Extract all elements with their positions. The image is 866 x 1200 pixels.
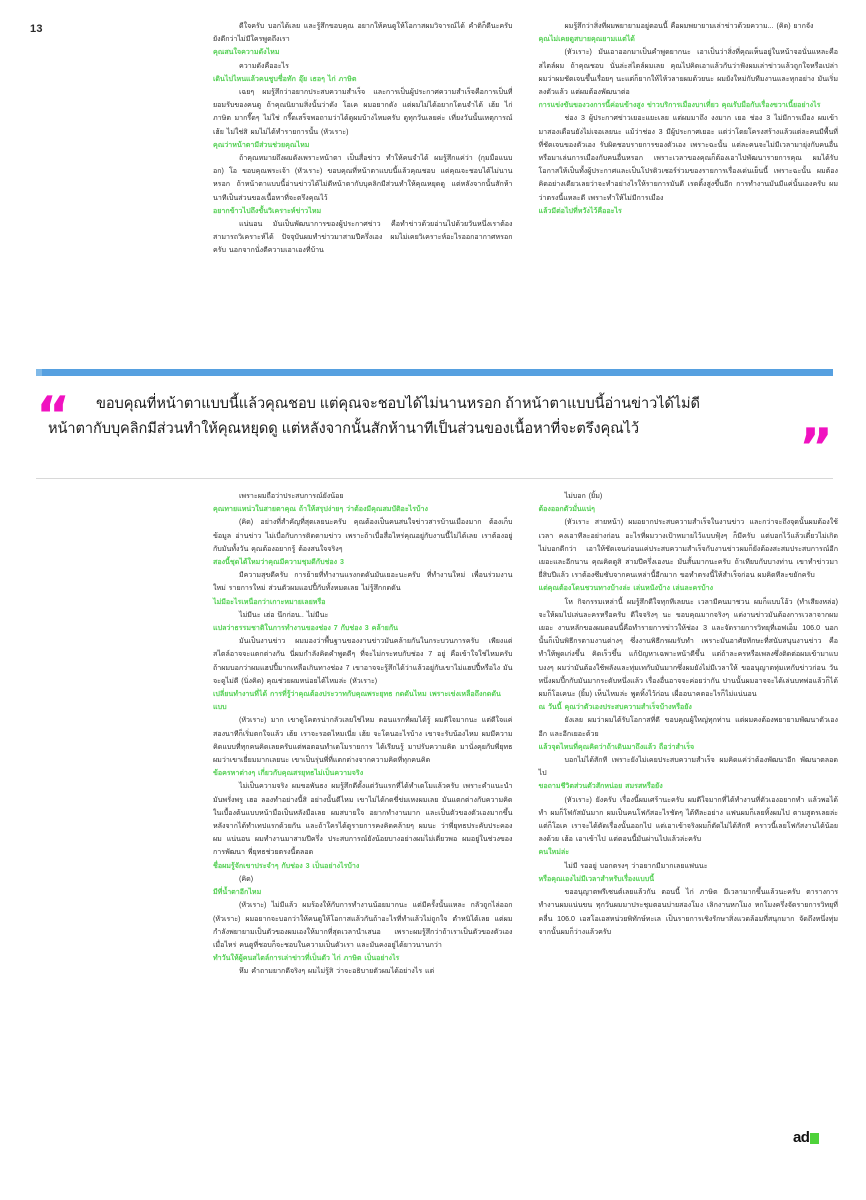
interview-question: อยากข้าวไปถึงขั้นวิเคราะห์ข่าวไหม [213, 206, 322, 215]
top-left-column [213, 20, 513, 258]
interview-answer: (หัวเราะ สายหน้า) ผมอยากประสบความสำเร็จในงานข่าว และกว่าจะถึงจุดนั้นผมต้องใช้เวลา คงเอาทีละอย่างก่อน อะไรที่ผมวางเป้าหมายไว้แบบฟุ้งๆ ก็มีครับ แต่บอกไว้แล้วเดี๋ยวไม่เกิด ไม่บอกดีกว่า เอาให้ชัดเจนก่อนแค่ประสบความสำเร็จกับงานข่าวผมก็ยังต้องสะสมประสบการณ์อีกเยอะและอีกนาน คุณคิดดูสิ สามปีครึ่งเองนะ มันสั้นมากนะครับ ถ้าเทียบกับบางท่าน เขาทำข่าวมายี่สิบปีแล้ว เราต้องซึมซับจากคนเหล่านี้อีกมาก ขอทำตรงนี้ให้สำเร็จก่อน ผมคิดทีละขยักครับ [538, 518, 838, 580]
interview-answer: ความดังคืออะไร [239, 61, 289, 70]
interview-question: ข้อครหาต่างๆ เกี่ยวกับคุณสรยุทธไม่เป็นความจริง [213, 769, 364, 778]
interview-answer: โห กิจกรรมเหล่านี้ ผมรู้สึกดีใจทุกทีเลยนะ เวลามีคนมาชวน ผมก็แบบโอ้ว (ทำเสียงหล่อ) จะให้ผมไปเล่นละครหรือครับ ดีใจจริงๆ นะ ขอบคุณมากจริงๆ แต่งานข่าวมันต้องการเวลาจากผมเยอะ งานหลักของผมตอนนี้คือทำรายการข่าวให้ช่อง 3 และจัดรายการวิทยุที่เอฟเอ็ม 106.0 นอกนั้นก็เป็นพิธีกรตามงานต่างๆ ซึ่งงานพิธีกรผมรับทำ เพราะมันอาศัยทักษะที่สนับสนุนงานข่าว คือทำให้พูดเก่งขึ้น คิดเร็วขึ้น แก้ปัญหาเฉพาะหน้าดีขึ้น แต่ถ้าละครหรือเพลงซึ่งติดต่อผมเข้ามาแบบงงๆ ผมว่ามันต้องใช้พลังและทุ่มเทกับมันมากซึ่งผมยังไม่มีเวลาให้ ขออนุญาตทุ่มเทกับข่าวก่อน วันหนึ่งผมปึ้กกับมันมากระดับหนึ่งแล้ว เรื่องอื่นอาจจะค่อยว่ากัน ปานนั้นผมอาจจะได้เล่นบทพ่อแล้วก็ได้ ผมก็โอเคนะ (ยิ้ม) เห็นไหมล่ะ พูดทิ้งไว้ก่อน เผื่ออนาคตอะไรก็ไม่แน่นอน [538, 597, 838, 699]
interview-question: เปลี่ยนทำงานที่ได้ การที่รู้ว่าคุณต้องประวาทกับคุณพระยุทธ กดดันไหม เพราะเข่งเหลือถึงกดดันแบบ [213, 690, 501, 712]
interview-answer: ไม่มีนะ เฮ่อ นึกก่อน.. ไม่มีนะ [239, 610, 329, 619]
interview-question: แปลว่าธรรมชาติในการทำงานของช่อง 7 กับช่อง 3 คล้ายกัน [213, 624, 398, 633]
interview-question: ณ วันนี้ คุณว่าตัวเองประสบความสำเร็จบ้างหรือยัง [538, 703, 692, 712]
interview-answer: ผมรู้สึกว่าสิ่งที่ผมพยายามอยู่ตอนนี้ คือผมพยายามเล่าข่าวด้วยความ... (คิด) ยากจัง [564, 22, 814, 30]
interview-answer: (คิด) [239, 874, 254, 883]
interview-question: ไม่มีอะไรเหนือกว่าเกาะหมายเลยหรือ [213, 597, 326, 606]
interview-question: ขอถามชีวิตส่วนตัวสักหน่อย สมรสหรือยัง [538, 782, 663, 791]
pull-quote-line-1: ขอบคุณที่หน้าตาแบบนี้แล้วคุณชอบ แต่คุณจะชอบได้ไม่นานหรอก ถ้าหน้าตาแบบนี้อ่านข่าวได้ไม่ดี [96, 396, 700, 412]
quote-close-icon: ” [798, 418, 833, 478]
article-top-block [213, 20, 838, 258]
interview-answer: ไม่บอก (ยิ้ม) [564, 492, 603, 500]
interview-answer: บอกไม่ได้สักที เพราะยังไม่เคยประสบความสำเร็จ ผมคิดแค่ว่าต้องพัฒนาอีก พัฒนาตลอดไป [538, 756, 838, 778]
interview-answer: ช่อง 3 ผู้ประกาศข่าวเยอะแยะเลย แต่ผมมาถึง งงมาก เยอ ช่อง 3 ไม่มีการเมือง ผมเข้ามาสองเดือนยังไม่เจอเลยนะ แม้ว่าช่อง 3 มีผู้ประกาศเยอะ แต่ว่าโดยโครงสร้างแล้วแต่ละคนมีพื้นที่ที่ชัดเจนของตัวเอง รับผิดชอบรายการของตัวเอง เพราะฉะนั้น แต่ละคนจะไม่มีเวลามายุ่งกับคนอื่นหรือมาเล่นการเมืองกับคนอื่นหรอก เพราะเวลาของคุณก็ต้องเอาไปพัฒนารายการคุณ ผมได้รับโอกาสให้เป็นทั้งผู้ประกาศและเป็นโปรดิวเซอร์ร่วมของรายการเรื่องเด่นเย็นนี้ เพราะฉะนั้น ผมต้องคิดอย่างเดียวเลยว่าจะทำอย่างไรให้รายการมันดี เรตติ้งสูงขึ้นอีก การทำงานมันมีแค่นั้นเองครับ ผมว่าตรงนี้แหละดี เพราะทำให้ไม่มีการเมือง [538, 114, 838, 202]
page-number: 13 [30, 23, 43, 35]
interview-answer: ยังเลย ผมว่าผมได้รับโอกาสที่ดี ขอบคุณผู้ใหญ่ทุกท่าน แต่ผมคงต้องพยายามพัฒนาตัวเองอีก และอีกเยอะด้วย [538, 716, 838, 738]
quote-open-icon: “ [36, 386, 71, 446]
interview-answer: หึม คำถามยากดีจริงๆ ผมไม่รู้สิ ว่าจะอธิบายตัวผมได้อย่างไร แต่ [239, 967, 435, 976]
blue-divider-bar [36, 369, 833, 376]
interview-question: แต่คุณต้องโดนชวนทางบ้างล่ะ เล่นหนังบ้าง เล่นละครบ้าง [538, 584, 714, 593]
interview-question: การแข่งขันของวงการนี้ค่อนข้างสูง ข่าวบริการเมืองบาเที่ยว คุณรับมือกับเรื่องขวาเนี้ยอย่างไร [538, 101, 821, 110]
quote-underline-rule [36, 478, 833, 479]
ad-logo-square-icon [810, 1133, 819, 1144]
interview-answer: ไม่เป็นความจริง ผมขอพันธง ผมรู้สึกดีตั้งแต่วันแรกที่ได้ทำเดโมแล้วครับ เพราะคำแนะนำมันพรั่งพรู เฮอ ลองทำอย่างนี้สิ อย่างนั้นดีไหม เขาไม่ได้กดขี่ข่มเหงผมเลย มันแตกต่างกับความคิดในเบื้องต้นแบบหน้ามือเป็นหลังมือเลย ผมสบายใจ อยากทำงานมาก และเป็นตัวของตัวเองมากขึ้นหลังจากได้ทำเทปแรกด้วยกัน และถ้าใครได้ดูรายการคงคิดคล้ายๆ ผมนะ ว่าพี่ยุทธประคับประคองผม แน่นอน ผมทำงานมาสามปีครึ่ง ประสบการณ์ยังน้อยบางอย่างผมไม่เดี่ยวพอ ผมอยู่ในช่วงของการพัฒนา พี่ยุทธช่วยตรงนี้ตลอด [213, 782, 513, 857]
interview-answer: เฉยๆ ผมรู้สึกว่าอยากประสบความสำเร็จ และการเป็นผู้ประกาศความสำเร็จคือการเป็นที่ยอมรับของคนดู ถ้าคุณนิยามสิ่งนั้นว่าดัง โอเค ผมอยากดัง แต่ผมไม่ได้อยากโดนจำได้ เฮ้ย ไก่ ภาษิต มากรี๊ดๆ ไม่ใช่ กรี๊ดเสร็จพอถามว่าได้ดูผมบ้างไหมครับ ดูทุกวันเลยค่ะ เที่ยงวันนั้นเหตุการณ์ เฮ้ย ไม่ใช่สิ ผมไม่ได้ทำรายการนั้น (หัวเราะ) [213, 88, 513, 136]
interview-question: คุณทายแหน่วในสายตาคุณ ถ้าให้สรุปง่ายๆ ว่าต้องมีคุณสมบัติอะไรบ้าง [213, 505, 428, 514]
interview-answer: มันเป็นงานข่าว ผมมองว่าพื้นฐานของงานข่าวมันคล้ายกันในกระบวนการครับ เพียงแต่สไตล์อาจจะแตกต่างกัน นี่ผมกำลังคิดคำพูดดีๆ ที่จะไม่กระทบกับช่อง 7 อยู่ คือเข้าใจใช่ไหมครับ ถ้าผมบอกว่าผมแฮปปี้มากเหลือเกินทางช่อง 7 เขาอาจจะรู้สึกได้ว่าแล้วอยู่กับเขาไม่แฮปปี้หรือไง มันจะดูไม่ดี (นิ่งคิด) คุณช่วยผมหน่อยได้ไหมล่ะ (หัวเราะ) [213, 637, 513, 685]
interview-question: คุณว่าหน้าตามีส่วนช่วยคุณไหม [213, 140, 310, 149]
interview-answer: มีความสุขดีครับ การย้ายที่ทำงานแรงกดดันมันเยอะนะครับ ที่ทำงานใหม่ เพื่อนร่วมงานใหม่ รายการใหม่ ส่วนตัวผมแอปปี้กับทั้งหมดเลย ไม่รู้สึกกดดัน [213, 571, 513, 593]
interview-answer: ไม่มี รออยู่ บอกตรงๆ ว่าอยากมีมากเลยแฟนนะ [564, 861, 708, 870]
ad-logo [793, 1131, 819, 1145]
interview-answer: (หัวเราะ) ยังครับ เรื่องนี้ผมเศร้านะครับ ผมดีใจมากที่ได้ทำงานที่ตัวเองอยากทำ แล้วพอได้ทำ ผมก็โฟกัสมันมาก ผมเป็นคนโฟกัสอะไรชัดๆ ได้ทีละอย่าง แฟนผมก็เลยทิ้งผมไป ตามสูตรเลยล่ะ แต่ก็โอเค เราจะได้ตัดเรื่องนั้นออกไป แต่เอาเข้าจริงผมก็ตัดไม่ได้สักที คราวนี้เลยโฟกัสงานได้น้อยลงด้วย เฮ้อ เอาเข้าไป แต่ตอนนี้มันผ่านไปแล้วล่ะครับ [538, 795, 838, 844]
interview-question: ชื่อผมรู้จักเขาประจำๆ กับช่อง 3 เป็นอย่างไรบ้าง [213, 861, 360, 870]
bottom-left-column [213, 490, 513, 979]
bottom-right-column [539, 490, 839, 979]
interview-question: แล้วจุดไหนที่คุณคิดว่าถ้าเดินมาถึงแล้ว ถือว่าสำเร็จ [538, 742, 695, 751]
interview-question: คุณไม่เคยดูสบายคุณยามเแต่ได้ [538, 35, 635, 44]
interview-answer: ดีใจครับ บอกได้เลย และรู้สึกขอบคุณ อยากให้คนดูให้โอกาสผมวิจารณ์ได้ คำติก็ดีนะครับ ยังดีกว่าไม่มีใครพูดถึงเรา [213, 22, 513, 44]
interview-question: คนใหม่ล่ะ [538, 848, 570, 857]
interview-question: ต้องออกตัวมั่นแน่ๆ [538, 505, 595, 514]
interview-answer: (คิด) อย่างที่สำคัญที่สุดเลยนะครับ คุณต้องเป็นคนสนใจข่าวสารบ้านเมืองมาก ต้องเก็บข้อมูล อ่านข่าว ไม่เบื่อกับการติดตามข่าว เพราะถ้าเบื่อสื่อไหร่คุณอยู่กับงานนี้ไม่ได้เลย เราต้องอยู่กับมันทั้งวัน คุณต้องอยากรู้ ต้องสนใจจริงๆ [213, 518, 513, 553]
interview-answer: (หัวเราะ) มาก เขาดูโคตรน่ากลัวเลยใช่ไหม ตอนแรกที่ผมได้รู้ ผมดีใจมากนะ แต่ดีใจแค่สองนาทีก็เริ่มตกใจแล้ว เฮ้ย เราจะรอดไหมเนี่ย เฮ้ย จะโดนอะไรบ้าง เขาจะรับน้องไหม ผมมีความคิดแบบที่ทุกคนคิดเลยครับแต่พอตอนทำเดโมรายการ ได้เรียนรู้ มาปรับความคิด มานั่งคุยกับพี่ยุทธ ผมว่าเขาเยี่ยมมากเลยนะ เขาเป็นรุ่นพี่ที่แตกต่างจากความคิดที่ทุกคนคิด [213, 716, 513, 765]
ad-logo-text: ad [793, 1129, 810, 1146]
interview-question: ทำวันให้ผู้คนสไตล์การเล่าข่าวที่เป็นตัว ไก่ ภาษิต เป็นอย่างไร [213, 954, 400, 963]
article-bottom-block [213, 490, 838, 979]
top-right-column [539, 20, 839, 258]
interview-answer: แน่นอน มันเป็นพัฒนาการของผู้ประกาศข่าว คือทำข่าวด้วยอ่านไปด้วยวันหนึ่งเราต้องสามารถวิเคราะห์ได้ ปัจจุบันผมทำข่าวมาสามปีครึ่งเอง ผมไม่เคยวิเคราะห์อะไรออกอากาศหรอกครับ นอกจากนั่งตีความเอาเองที่บ้าน [213, 220, 513, 255]
pull-quote-text [48, 392, 833, 442]
interview-answer: (หัวเราะ) ไม่มีแล้ว ผมร้องให้กับการทำงานน้อยมากนะ แต่มีครั้งนั้นแหละ กลัวถูกไล่ออก (หัวเราะ) ผมอยากจะบอกว่าให้คนดูให้โอกาสแล้วกันถ้าอะไรที่ทำแล้วไม่ถูกใจ ตำหนิได้เลย แต่ผมกำลังพยายามเป็นตัวของผมเองให้มากที่สุดเวลานำเสนอ เพราะผมรู้สึกว่าถ้าเราเป็นตัวของตัวเองเมื่อไหร่ คนดูที่ชอบก็จะชอบในความเป็นตัวเรา และมันคงอยู่ได้ยาวนานกว่า [213, 901, 513, 949]
pull-quote [36, 386, 833, 478]
interview-answer: ถ้าคุณหมายถึงผมดังเพราะหน้าตา เป็นสื่อข่าว ทำให้คนจำได้ ผมรู้สึกแค่ว่า (กุมมือแนบอก) โอ ขอบคุณพระเจ้า (หัวเราะ) ขอบคุณที่หน้าตาแบบนี้แล้วคุณชอบ แต่คุณจะชอบได้ไม่นานหรอก ถ้าหน้าตาแบบนี้อ่านข่าวได้ไม่ดีหน้าตากับบุคลิกมีส่วนทำให้คุณหยุดดู แต่หลังจากนั้นสักห้านาทีเป็นส่วนของเนื้อหาที่จะตรึงคุณไว้ [213, 154, 513, 202]
interview-answer: ขออนุญาตพรีเซนต์เลยแล้วกัน ตอนนี้ ไก่ ภาษิต มีเวลามากขึ้นแล้วนะครับ ตารางการทำงานผมแน่นขน ทุกวันผมมาประชุมตอนบ่ายสองโมง เลิกงานหกโมง หกโมงครึ่งจัดรายการวิทยุที่คลื่น 106.0 เอสโอเอสหน่วยพิทักษ์ทะเล เป็นรายการเชิงรักษาสิ่งแวดล้อมที่สนุกมาก จัดถึงหนึ่งทุ่ม จากนั้นผมก็ว่างแล้วครับ [538, 888, 838, 936]
interview-question: สองนี้ชุดได้ใหมว่าคุณมีความชุมดีกับช่อง 3 [213, 558, 344, 567]
interview-answer: เพราะผมถือว่าประสบการณ์ยังน้อย [239, 492, 344, 500]
interview-question: เดินไปไหนแล้วคนชูบชื่อทัก อุ๊ย เธอๆ ไก่ ภาษิต [213, 74, 357, 83]
interview-question: แล้วมีต่อไปที่หวังไว้คืออะไร [538, 206, 622, 215]
interview-question: คุณสนใจความดังไหม [213, 48, 280, 57]
interview-question: มีที่น้ำตาอีกไหม [213, 888, 262, 897]
interview-answer: (หัวเราะ) มันเอาออกมาเป็นคำพูดยากนะ เอาเป็นว่าสิ่งที่คุณเห็นอยู่ในหน้าจอนั่นแหละคือสไตล์ผม ถ้าคุณชอบ นั่นล่ะสไตล์ผมเลย คุณไปคิดเอาแล้วกันว่าฟังผมเล่าข่าวแล้วถูกใจหรือเปล่า ผมว่าผมชัดเจนขึ้นเรื่อยๆ นะแต่ก็ยากให้ไห้วลายผมด้วยนะ ผมยังใหม่กับทีมงานและทุกอย่าง มันเริ่มลงตัวแล้ว แต่ผมต้องพัฒนาต่อ [538, 48, 838, 97]
interview-question: หรือคุณเองไม่มีเวลาสำหรับเรื่องแบบนี้ [538, 874, 655, 883]
pull-quote-line-2: หน้าตากับบุคลิกมีส่วนทำให้คุณหยุดดู แต่หลังจากนั้นสักห้านาทีเป็นส่วนของเนื้อหาที่จะตรึงคุณไว้ [48, 421, 639, 437]
